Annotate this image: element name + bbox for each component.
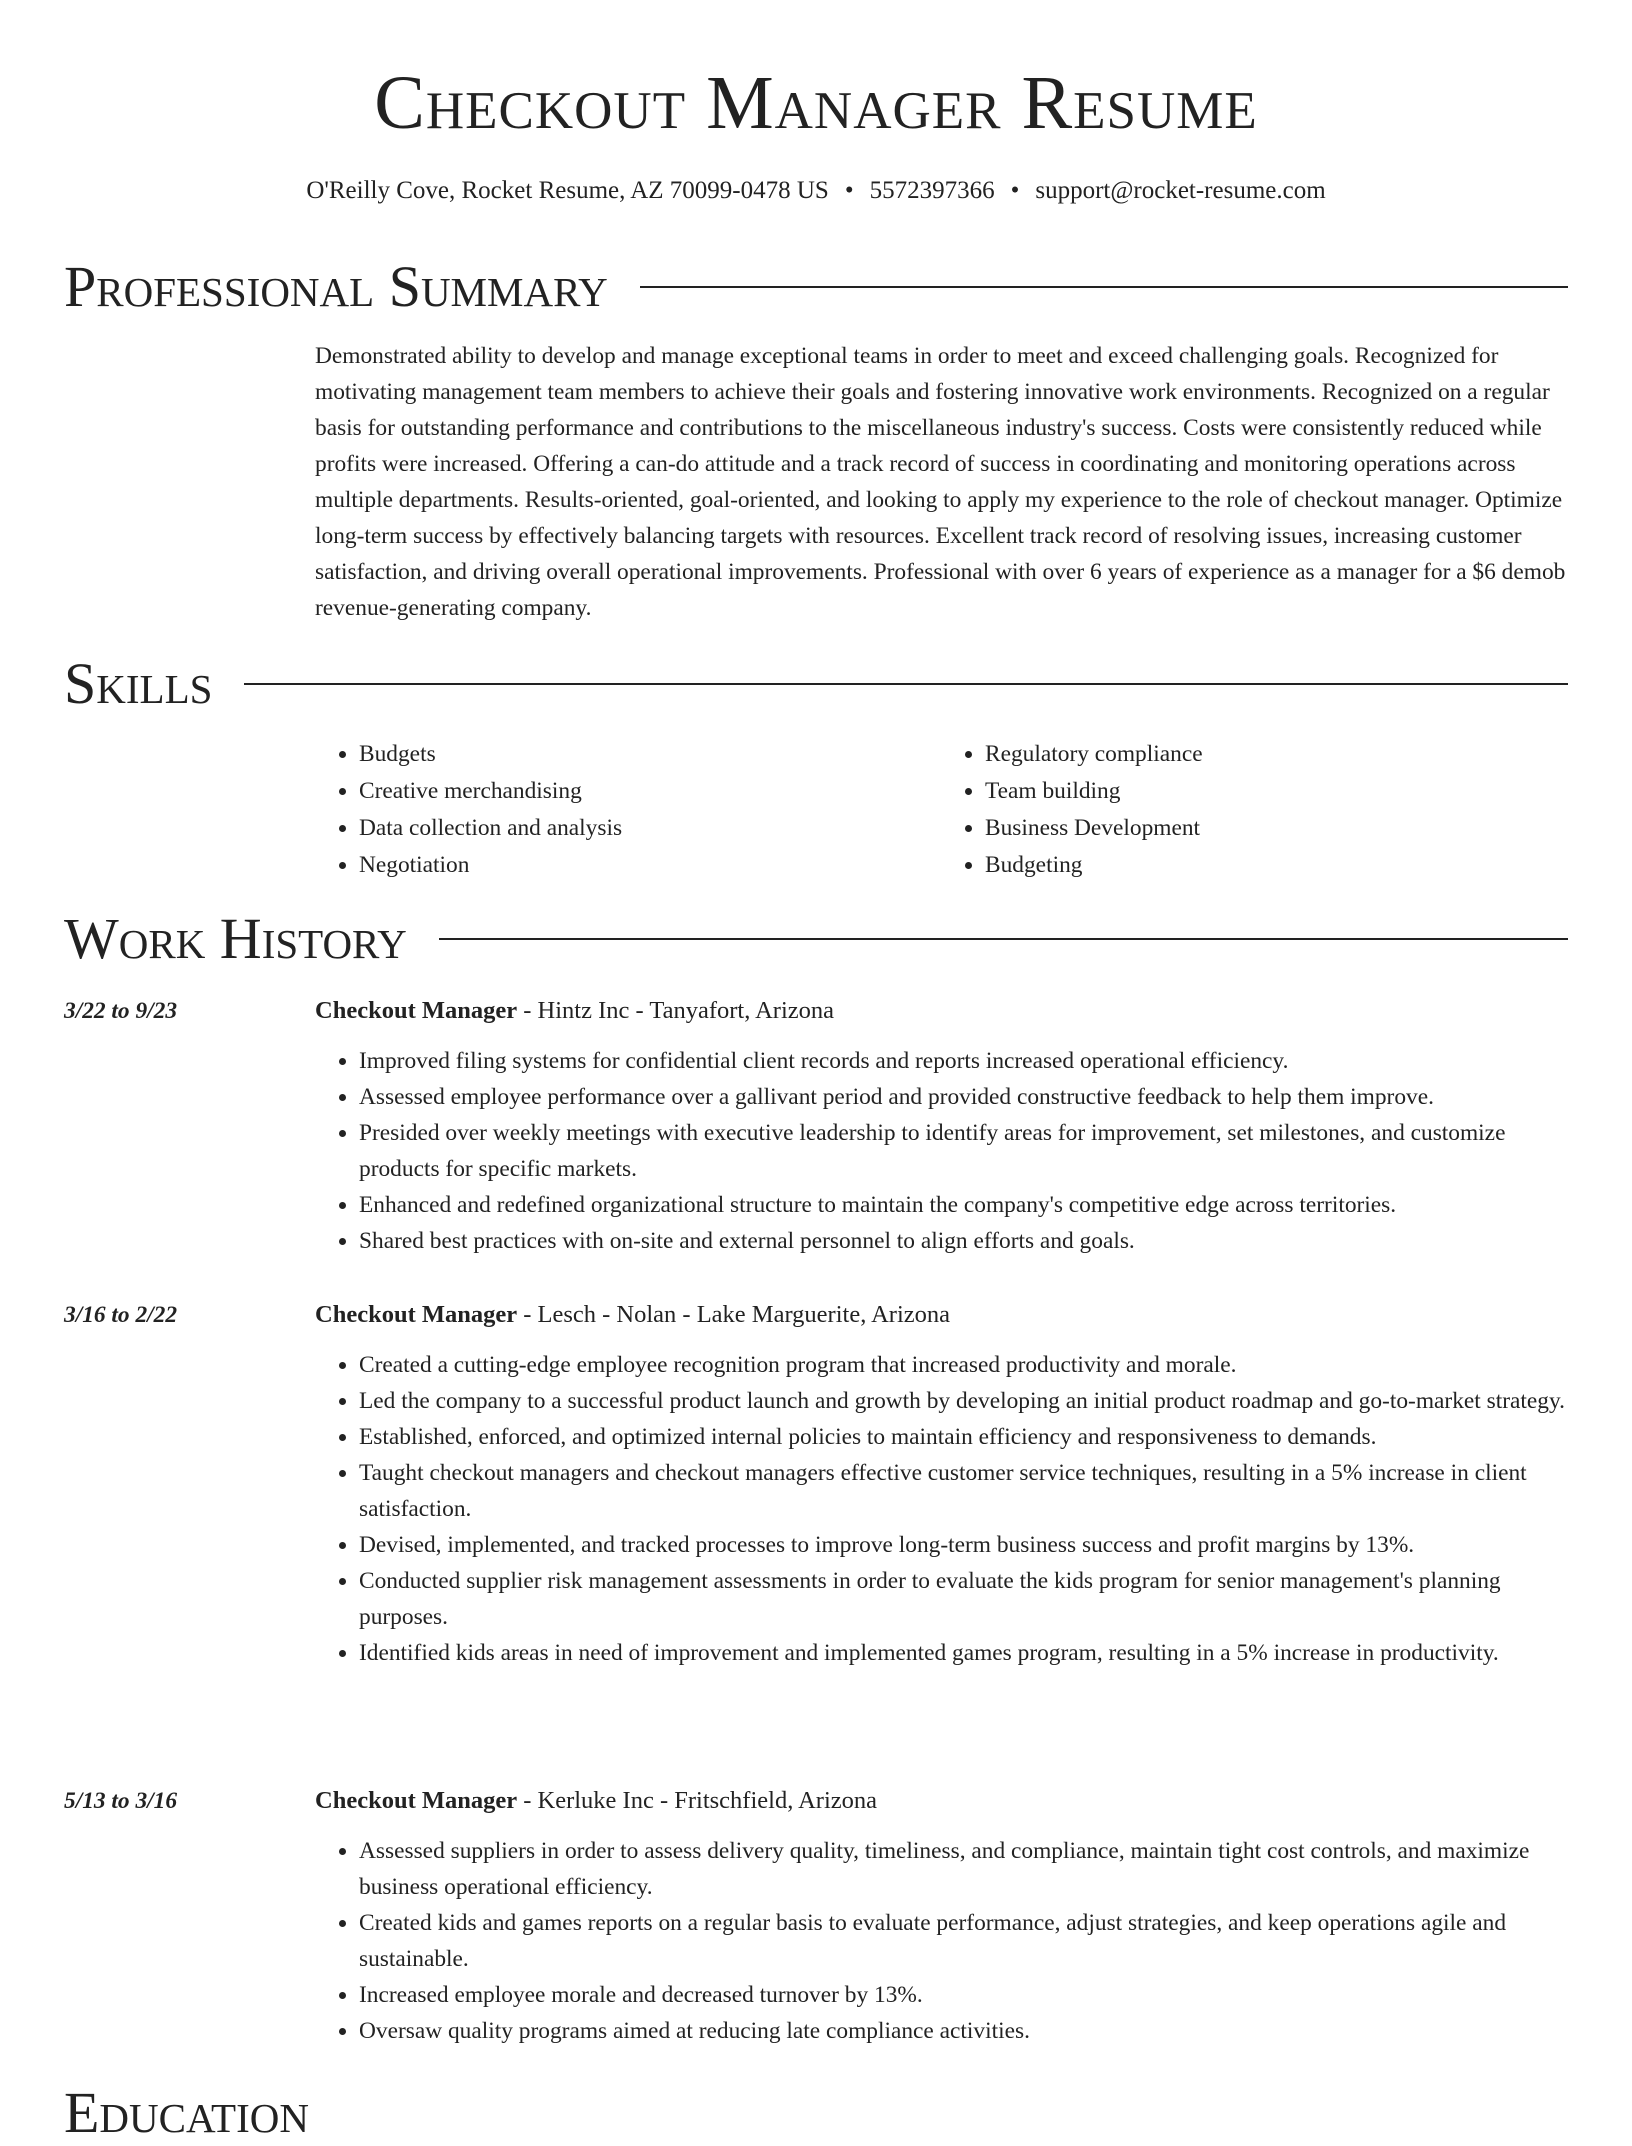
job-employer: - Kerluke Inc - Fritschfield, Arizona (517, 1787, 878, 1814)
job-bullet: • Assessed suppliers in order to assess delivery quality, timeliness, and compliance, maintain tight cost controls, and maximize business operational efficiency. (359, 1833, 1568, 1905)
summary-text: Demonstrated ability to develop and manage exceptional teams in order to meet and exceed challenging goals. Recognized for motivating management team members to achieve their goals and fostering innovative work environments. Recognized on a regular basis for outstanding performance and contributions to the miscellaneous industry's success. Costs were consistently reduced while profits were increased. Offering a can-do attitude and a track record of success in coordinating and monitoring operations across multiple departments. Results-oriented, goal-oriented, and looking to apply my experience to the role of checkout manager. Optimize long-term success by effectively balancing targets with resources. Excellent track record of resolving issues, increasing customer satisfaction, and driving overall operational improvements. Professional with over 6 years of experience as a manager for a $6 demob revenue-generating company. (315, 343, 1566, 621)
job-bullet: • Identified kids areas in need of improvement and implemented games program, resulting in a 5% increase in productivity. (359, 1635, 1568, 1671)
education-section-title: Education (64, 2080, 309, 2145)
skill-item: • Team building (985, 773, 1567, 810)
summary-section-title: Professional Summary (64, 254, 608, 319)
job-bullet: • Created a cutting-edge employee recognition program that increased productivity and morale. (359, 1347, 1568, 1383)
summary-section-header (64, 254, 1568, 320)
contact-separator: • (844, 177, 854, 204)
job-bullet: • Improved filing systems for confidential client records and reports increased operational efficiency. (359, 1043, 1568, 1079)
skills-section-title: Skills (64, 651, 213, 716)
job-bullet: • Oversaw quality programs aimed at reducing late compliance activities. (359, 2013, 1568, 2049)
job-bullets (315, 1347, 1568, 1671)
work-section-title: Work History (64, 906, 407, 971)
job-bullet: • Enhanced and redefined organizational structure to maintain the company's competitive edge across territories. (359, 1187, 1568, 1223)
job-entry (64, 1297, 1568, 1671)
job-heading (315, 993, 834, 1029)
job-bullet: • Shared best practices with on-site and external personnel to align efforts and goals. (359, 1223, 1568, 1259)
section-divider (640, 286, 1568, 288)
resume-title: Checkout Manager Resume (374, 61, 1258, 145)
job-dates: 3/22 to 9/23 (64, 998, 178, 1024)
job-dates: 3/16 to 2/22 (64, 1302, 178, 1328)
skill-item: • Budgeting (985, 847, 1567, 884)
job-bullet: • Led the company to a successful product launch and growth by developing an initial product roadmap and go-to-market strategy. (359, 1383, 1568, 1419)
job-bullet: • Presided over weekly meetings with executive leadership to identify areas for improvement, set milestones, and customize products for specific markets. (359, 1115, 1568, 1187)
section-divider (244, 683, 1568, 685)
skill-item: • Data collection and analysis (359, 810, 941, 847)
job-bullets (315, 1833, 1568, 2049)
skills-list (315, 736, 1567, 884)
job-bullet: • Taught checkout managers and checkout managers effective customer service techniques, resulting in a 5% increase in client satisfaction. (359, 1455, 1568, 1527)
work-section-header (64, 906, 1568, 972)
contact-email: support@rocket-resume.com (1035, 177, 1326, 204)
skill-item: • Budgets (359, 736, 941, 773)
contact-separator: • (1010, 177, 1020, 204)
job-title: Checkout Manager (315, 1301, 518, 1328)
job-dates: 5/13 to 3/16 (64, 1788, 178, 1814)
job-title: Checkout Manager (315, 1787, 518, 1814)
job-employer: - Lesch - Nolan - Lake Marguerite, Arizona (517, 1301, 950, 1328)
skill-item: • Creative merchandising (359, 773, 941, 810)
job-employer: - Hintz Inc - Tanyafort, Arizona (517, 997, 835, 1024)
job-bullet: • Increased employee morale and decreased turnover by 13%. (359, 1977, 1568, 2013)
education-section-header (64, 2080, 1568, 2146)
job-bullet: • Devised, implemented, and tracked processes to improve long-term business success and profit margins by 13%. (359, 1527, 1568, 1563)
skills-section-header (64, 651, 1568, 717)
skills-column-left (315, 736, 941, 884)
section-divider (439, 938, 1568, 940)
contact-address: O'Reilly Cove, Rocket Resume, AZ 70099-0478 US (306, 177, 829, 204)
job-entry (64, 993, 1568, 1259)
skill-item: • Negotiation (359, 847, 941, 884)
job-bullets (315, 1043, 1568, 1259)
skill-item: • Regulatory compliance (985, 736, 1567, 773)
job-entry (64, 1783, 1568, 2049)
job-title: Checkout Manager (315, 997, 518, 1024)
job-bullet: • Conducted supplier risk management assessments in order to evaluate the kids program for senior management's planning purposes. (359, 1563, 1568, 1635)
contact-line (0, 174, 1632, 208)
job-bullet: • Created kids and games reports on a regular basis to evaluate performance, adjust strategies, and keep operations agile and sustainable. (359, 1905, 1568, 1977)
job-heading (315, 1297, 950, 1333)
contact-phone: 5572397366 (869, 177, 995, 204)
skills-column-right (941, 736, 1567, 884)
skill-item: • Business Development (985, 810, 1567, 847)
job-heading (315, 1783, 877, 1819)
job-bullet: • Established, enforced, and optimized internal policies to maintain efficiency and responsiveness to demands. (359, 1419, 1568, 1455)
job-bullet: • Assessed employee performance over a gallivant period and provided constructive feedback to help them improve. (359, 1079, 1568, 1115)
